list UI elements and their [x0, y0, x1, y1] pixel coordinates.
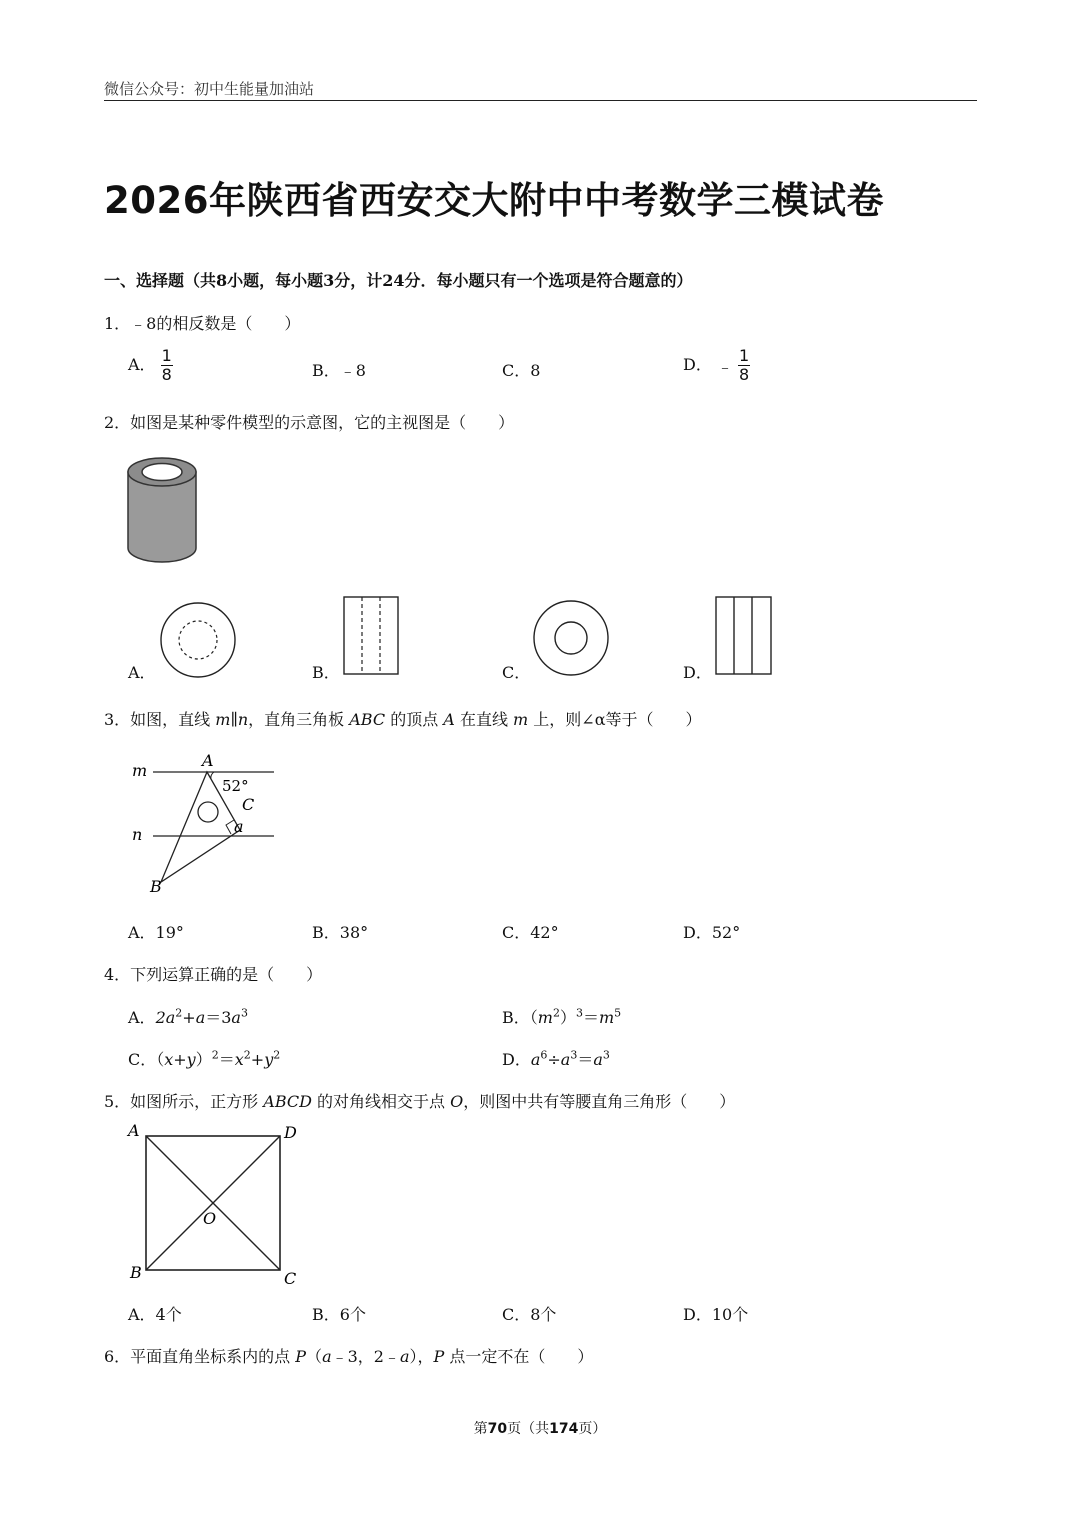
q3-stem-mid: ，直角三角板	[248, 710, 350, 729]
q1-d-denominator: 8	[739, 365, 750, 384]
section-heading: 一、选择题（共8小题，每小题3分，计24分．每小题只有一个选项是符合题意的）	[104, 271, 693, 290]
q5-fig-label-b: B	[130, 1263, 142, 1282]
q1-a-label: A．	[128, 355, 156, 374]
q4-b-base: m	[537, 1008, 553, 1027]
footer-mid: 页（共	[507, 1421, 550, 1437]
page-title: 2026年陕西省西安交大附中中考数学三模试卷	[104, 179, 884, 222]
q3-fig-alpha-label: a	[234, 817, 244, 836]
q3-fig-label-n: n	[132, 825, 143, 844]
q3-fig-label-m: m	[132, 761, 148, 780]
footer-pre: 第	[473, 1421, 488, 1437]
q3-option-d: D．52°	[683, 923, 741, 942]
q5-var-o: O	[450, 1092, 464, 1111]
q1-option-b: B．﹣8	[312, 361, 366, 380]
q4-a-term1: 2a	[155, 1008, 176, 1027]
q4-c-label: C．（	[128, 1050, 165, 1069]
q6-var-a1: a	[322, 1347, 332, 1366]
q5-option-a: A．4个	[128, 1305, 182, 1324]
footer-total-pages: 174	[549, 1421, 579, 1437]
q3-var-m: m	[215, 710, 231, 729]
q5-fig-label-c: C	[284, 1269, 297, 1288]
q5-fig-label-d: D	[284, 1123, 297, 1142]
q5-option-b: B．6个	[312, 1305, 366, 1324]
q3-var-a: A	[443, 710, 455, 729]
q5-option-c: C．8个	[502, 1305, 557, 1324]
q3-fig-label-b: B	[150, 877, 162, 896]
q1-d-label: D．	[683, 355, 712, 374]
q3-fig-label-a: A	[202, 751, 214, 770]
q3-option-c: C．42°	[502, 923, 559, 942]
q1-d-fraction	[738, 348, 750, 383]
header-text: 微信公众号：初中生能量加油站	[104, 80, 315, 98]
q3-stem-mid3: 在直线	[454, 710, 514, 729]
q4-option-a: A．$2a^2+a=3a^3$	[128, 1006, 248, 1027]
q5-stem-mid: 的对角线相交于点	[311, 1092, 451, 1111]
q2-option-a-label: A．	[128, 663, 156, 682]
q1-option-c: C．8	[502, 361, 541, 380]
q5-fig-label-o: O	[203, 1209, 217, 1228]
q6-coords-mid: ﹣3，2﹣	[331, 1347, 400, 1366]
q3-parallel-symbol: ∥	[230, 710, 238, 729]
q2-option-c-label: C．	[502, 663, 531, 682]
q2-option-b-label: B．	[312, 663, 340, 682]
q3-var-abc: ABC	[349, 710, 386, 729]
q4-c-base: x+y	[164, 1050, 196, 1069]
q6-stem-end: 点一定不在（ ）	[444, 1347, 594, 1366]
q6-coords-close: ），	[409, 1347, 434, 1366]
q2-option-d-label: D．	[683, 663, 712, 682]
q2-stem: 2．如图是某种零件模型的示意图，它的主视图是（ ）	[104, 413, 515, 432]
q3-stem	[104, 707, 702, 730]
q2-option-c-figure	[530, 598, 612, 678]
q6-var-a2: a	[399, 1347, 410, 1366]
footer-post: 页）	[578, 1421, 607, 1437]
header-divider	[104, 100, 977, 101]
q4-option-d: D．$a^6\div a^3=a^3$	[502, 1048, 610, 1069]
q4-b-label: B．（	[502, 1008, 538, 1027]
q4-d-label: D．	[502, 1050, 531, 1069]
q5-option-d: D．10个	[683, 1305, 749, 1324]
q3-triangle-figure	[128, 748, 288, 898]
q1-a-fraction	[161, 348, 173, 383]
q3-fig-angle-label: 52°	[222, 777, 249, 795]
q1-option-a	[128, 348, 173, 383]
q2-option-d-figure	[714, 596, 774, 676]
q6-var-p2: P	[433, 1347, 445, 1366]
q3-fig-label-c: C	[242, 795, 255, 814]
q1-d-sign: ﹣	[716, 357, 733, 376]
q2-option-a-figure	[158, 600, 238, 680]
q5-fig-label-a: A	[128, 1121, 140, 1140]
q3-var-n: n	[237, 710, 249, 729]
q5-stem-end: ，则图中共有等腰直角三角形（ ）	[463, 1092, 736, 1111]
footer-page-number: 70	[487, 1421, 508, 1437]
q5-var-abcd: ABCD	[263, 1092, 312, 1111]
q3-stem-mid2: 的顶点	[385, 710, 444, 729]
q3-stem-end: 上，则∠α等于（ ）	[528, 710, 702, 729]
q1-a-denominator: 8	[161, 365, 172, 384]
q6-var-p: P	[295, 1347, 307, 1366]
q1-stem: 1．﹣8的相反数是（ ）	[104, 314, 301, 333]
q4-d-base: a	[530, 1050, 541, 1069]
q4-option-b: B．$(m^2)^3=m^5$	[502, 1006, 622, 1027]
q6-coords-open: （	[306, 1347, 323, 1366]
q4-a-label: A．	[128, 1008, 156, 1027]
q6-stem-pre: 6．平面直角坐标系内的点	[104, 1347, 296, 1366]
q5-square-figure	[126, 1120, 306, 1288]
q2-option-b-figure	[342, 596, 400, 676]
q3-option-b: B．38°	[312, 923, 369, 942]
q5-stem	[104, 1089, 735, 1112]
q6-stem	[104, 1344, 593, 1367]
q1-option-d	[683, 348, 750, 383]
q3-var-m2: m	[513, 710, 529, 729]
q1-a-numerator: 1	[161, 346, 172, 365]
q5-stem-pre: 5．如图所示，正方形	[104, 1092, 264, 1111]
q1-d-numerator: 1	[739, 346, 750, 365]
page-footer	[0, 1418, 1080, 1438]
q3-option-a: A．19°	[128, 923, 184, 942]
q2-cylinder-figure	[120, 448, 210, 573]
q3-stem-pre: 3．如图，直线	[104, 710, 216, 729]
q4-stem: 4．下列运算正确的是（ ）	[104, 965, 323, 984]
q4-option-c: C．$(x+y)^2=x^2+y^2$	[128, 1048, 281, 1069]
